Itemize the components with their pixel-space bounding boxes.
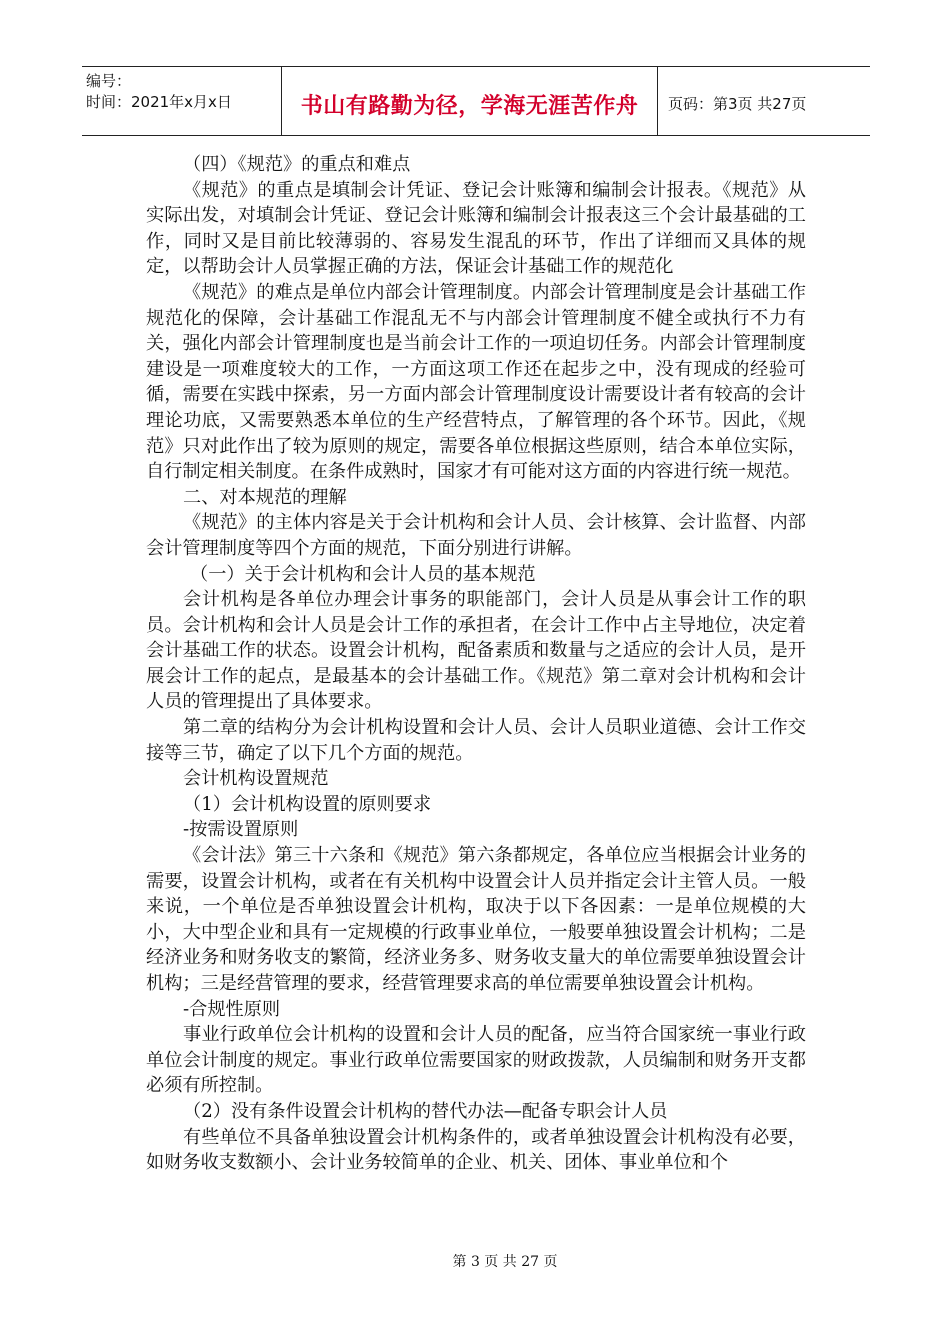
body-paragraph: 《会计法》第三十六条和《规范》第六条都规定，各单位应当根据会计业务的需要，设置会计机构，或者在有关机构中设置会计人员并指定会计主管人员。一般来说，一个单位是否单独设置会计机构，取决于以下各因素：一是单位规模的大小，大中型企业和具有一定规模的行政事业单位，一般要单独设置会计机构；二是经济业务和财务收支的繁简，经济业务多、财务收支量大的单位需要单独设置会计机构；三是经营管理的要求，经营管理要求高的单位需要单独设置会计机构。 [146, 845, 806, 994]
header-page-info: 页码：第3页 共27页 [668, 94, 807, 113]
header-meta-cell [82, 67, 282, 135]
body-paragraph: 《规范》的难点是单位内部会计管理制度。内部会计管理制度是会计基础工作规范化的保障，会计基础工作混乱无不与内部会计管理制度不健全或执行不力有关，强化内部会计管理制度也是当前会计工作的一项迫切任务。内部会计管理制度建设是一项难度较大的工作，一方面这项工作还在起步之中，没有现成的经验可循，需要在实践中探索，另一方面内部会计管理制度设计需要设计者有较高的会计理论功底，又需要熟悉本单位的生产经营特点，了解管理的各个环节。因此，《规范》只对此作出了较为原则的规定，需要各单位根据这些原则，结合本单位实际，自行制定相关制度。在条件成熟时，国家才有可能对这方面的内容进行统一规范。 [146, 281, 806, 483]
document-number-label: 编号： [86, 72, 132, 90]
section-heading: （2）没有条件设置会计机构的替代办法—配备专职会计人员 [183, 1100, 668, 1122]
header-motto: 书山有路勤为径，学海无涯苦作舟 [300, 93, 639, 119]
body-paragraph: 会计机构是各单位办理会计事务的职能部门，会计人员是从事会计工作的职员。会计机构和会计人员是会计工作的承担者，在会计工作中占主导地位，决定着会计基础工作的状态。设置会计机构，配备素质和数量与之适应的会计人员，是开展会计工作的起点，是最基本的会计基础工作。《规范》第二章对会计机构和会计人员的管理提出了具体要求。 [146, 589, 806, 713]
section-heading: -合规性原则 [183, 998, 281, 1020]
section-heading: （一）关于会计机构和会计人员的基本规范 [190, 563, 536, 585]
body-paragraph: 《规范》的主体内容是关于会计机构和会计人员、会计核算、会计监督、内部会计管理制度等四个方面的规范，下面分别进行讲解。 [146, 512, 806, 559]
section-heading: 二、对本规范的理解 [183, 486, 347, 508]
page-footer: 第 3 页 共 27 页 [452, 1254, 558, 1270]
body-paragraph: 事业行政单位会计机构的设置和会计人员的配备，应当符合国家统一事业行政单位会计制度的规定。事业行政单位需要国家的财政拨款，人员编制和财务开支都必须有所控制。 [146, 1024, 806, 1097]
document-body [146, 152, 806, 1176]
section-heading: （1）会计机构设置的原则要求 [183, 793, 432, 815]
body-paragraph: 《规范》的重点是填制会计凭证、登记会计账簿和编制会计报表。《规范》从实际出发，对填制会计凭证、登记会计账簿和编制会计报表这三个会计最基础的工作，同时又是目前比较薄弱的、容易发生混乱的环节，作出了详细而又具体的规定，以帮助会计人员掌握正确的方法，保证会计基础工作的规范化 [146, 179, 806, 278]
body-paragraph: 第二章的结构分为会计机构设置和会计人员、会计人员职业道德、会计工作交接等三节，确定了以下几个方面的规范。 [146, 717, 806, 764]
header-motto-cell [282, 67, 658, 135]
section-heading: （四）《规范》的重点和难点 [183, 154, 411, 175]
page-header [82, 66, 870, 136]
body-paragraph: 有些单位不具备单独设置会计机构条件的，或者单独设置会计机构没有必要，如财务收支数额小、会计业务较简单的企业、机关、团体、事业单位和个 [146, 1126, 806, 1174]
section-heading: -按需设置原则 [183, 819, 299, 841]
document-time-label: 时间：2021年x月x日 [86, 93, 232, 111]
section-heading: 会计机构设置规范 [183, 768, 329, 790]
header-page-cell [658, 67, 870, 135]
